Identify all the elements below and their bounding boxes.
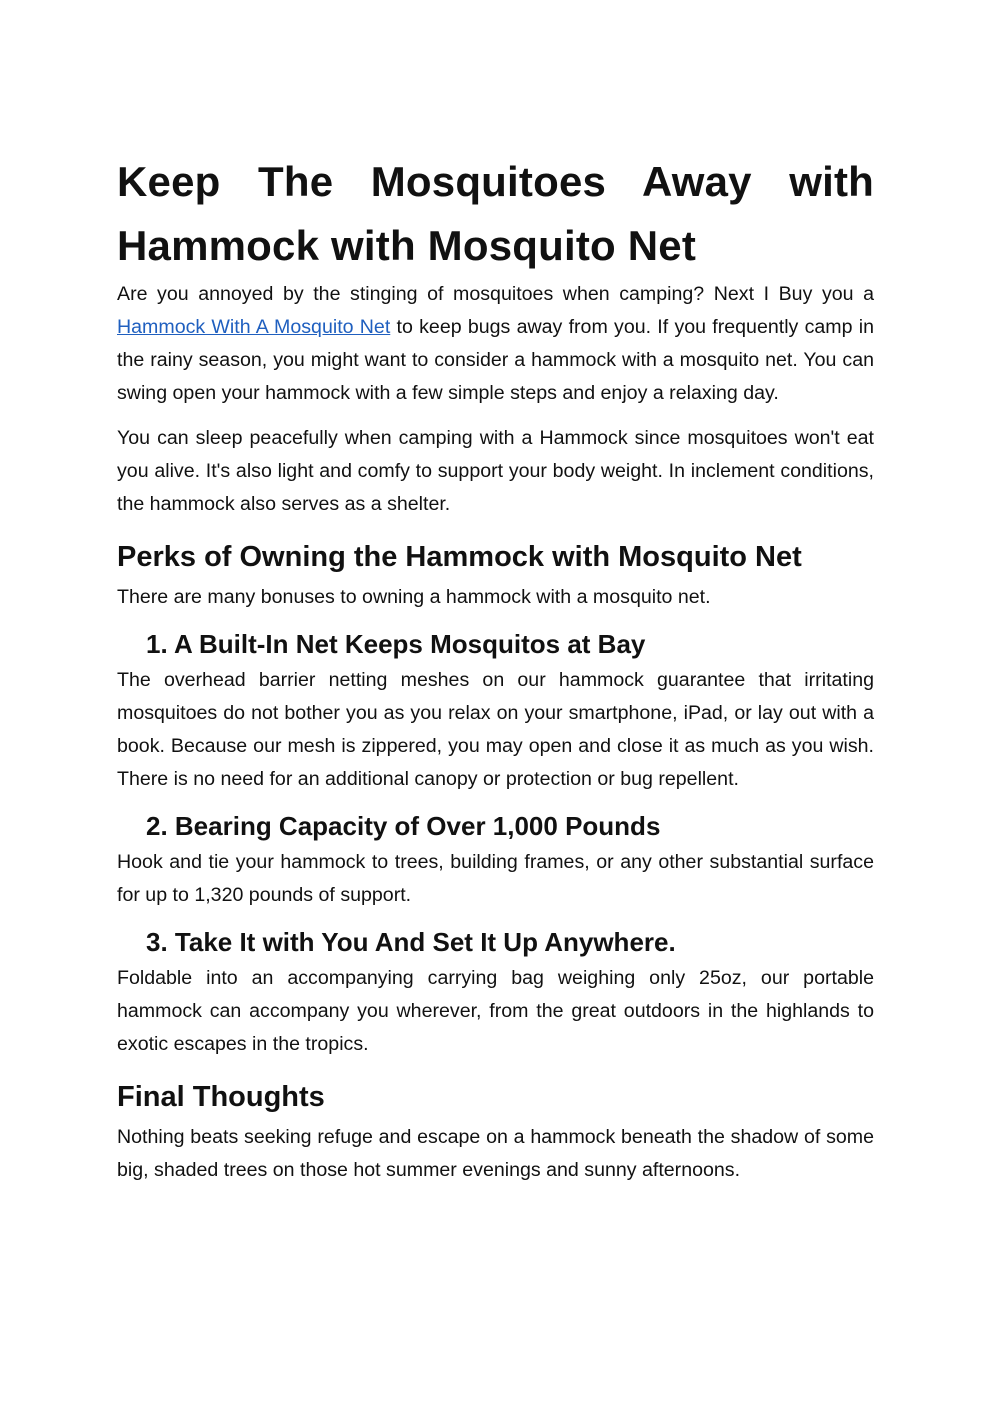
perk-2-text: Hook and tie your hammock to trees, building frames, or any other substantial surface for up to 1,320 pounds of support. (117, 851, 874, 906)
intro-paragraph (117, 278, 874, 410)
page-title: Keep The Mosquitoes Away with Hammock with Mosquito Net (117, 158, 874, 269)
final-thoughts-heading: Final Thoughts (117, 1081, 325, 1113)
document-page (117, 150, 874, 1199)
perks-intro: There are many bonuses to owning a hammock with a mosquito net. (117, 586, 711, 608)
hammock-mosquito-net-link[interactable]: Hammock With A Mosquito Net (117, 316, 391, 338)
perk-3-text: Foldable into an accompanying carrying bag weighing only 25oz, our portable hammock can accompany you wherever, from the great outdoors in the highlands to exotic escapes in the tropics. (117, 967, 874, 1055)
perk-1-text: The overhead barrier netting meshes on our hammock guarantee that irritating mosquitoes do not bother you as you relax on your smartphone, iPad, or lay out with a book. Because our mesh is zippered, you may open and close it as much as you wish. There is no need for an additional canopy or protection or bug repellent. (117, 669, 874, 790)
final-thoughts-text: Nothing beats seeking refuge and escape on a hammock beneath the shadow of some big, shaded trees on those hot summer evenings and sunny afternoons. (117, 1126, 874, 1181)
perk-3-heading: 3. Take It with You And Set It Up Anywhere. (146, 927, 676, 957)
intro-text-before-link: Are you annoyed by the stinging of mosquitoes when camping? Next I Buy you a (117, 283, 874, 305)
perk-2-heading: 2. Bearing Capacity of Over 1,000 Pounds (146, 811, 661, 841)
perk-1-heading: 1. A Built-In Net Keeps Mosquitos at Bay (146, 629, 646, 659)
intro-text-after-link: to keep bugs away from you. If you frequently camp in the rainy season, you might want to consider a hammock with a mosquito net. You can swing open your hammock with a few simple steps and enjoy a relaxing day. (117, 316, 875, 404)
camping-paragraph: You can sleep peacefully when camping with a Hammock since mosquitoes won't eat you alive. It's also light and comfy to support your body weight. In inclement conditions, the hammock also serves as a shelter. (117, 427, 874, 515)
perks-heading: Perks of Owning the Hammock with Mosquito Net (117, 541, 802, 573)
